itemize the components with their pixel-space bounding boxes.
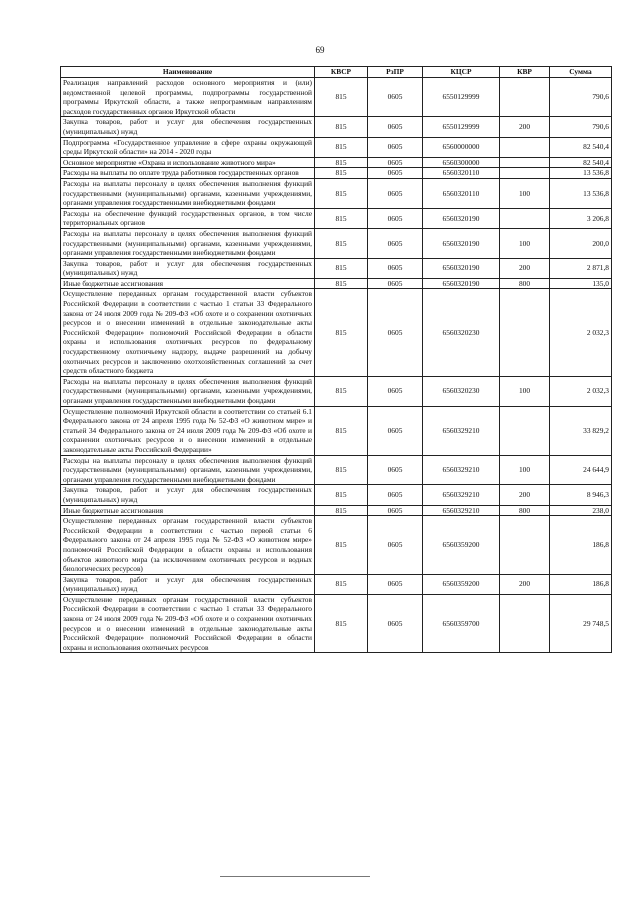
row-name: Расходы на выплаты персоналу в целях обеспечения выполнения функций государственными (муниципальными) органами, казенными учреждениями, органами управления государственными внебюджетными фондами xyxy=(61,376,315,406)
row-kcsr: 6560359700 xyxy=(423,594,500,653)
row-rzpr: 0605 xyxy=(368,228,423,258)
row-kcsr: 6560329210 xyxy=(423,485,500,505)
table-row xyxy=(61,516,612,575)
row-kvr xyxy=(500,208,550,228)
row-kvr: 800 xyxy=(500,505,550,516)
row-name: Расходы на выплаты по оплате труда работников государственных органов xyxy=(61,168,315,179)
row-sum: 790,6 xyxy=(550,78,612,117)
row-rzpr: 0605 xyxy=(368,406,423,455)
column-header-rzpr: РзПР xyxy=(368,67,423,78)
row-kvr xyxy=(500,137,550,157)
row-kvr: 100 xyxy=(500,376,550,406)
row-kvsr: 815 xyxy=(315,178,368,208)
row-kcsr: 6560329210 xyxy=(423,455,500,485)
row-kvsr: 815 xyxy=(315,78,368,117)
row-sum: 2 032,3 xyxy=(550,376,612,406)
row-kvsr: 815 xyxy=(315,208,368,228)
table-header-row xyxy=(61,67,612,78)
row-kcsr: 6550129999 xyxy=(423,78,500,117)
column-header-name: Наименование xyxy=(61,67,315,78)
table-row xyxy=(61,406,612,455)
row-sum: 29 748,5 xyxy=(550,594,612,653)
row-rzpr: 0605 xyxy=(368,157,423,168)
row-kvr: 800 xyxy=(500,278,550,289)
table-row xyxy=(61,137,612,157)
row-rzpr: 0605 xyxy=(368,289,423,376)
row-kvr xyxy=(500,406,550,455)
row-kcsr: 6560000000 xyxy=(423,137,500,157)
row-rzpr: 0605 xyxy=(368,594,423,653)
table-row xyxy=(61,376,612,406)
row-kvsr: 815 xyxy=(315,406,368,455)
row-kcsr: 6560359200 xyxy=(423,516,500,575)
table-row xyxy=(61,117,612,137)
row-kvr xyxy=(500,78,550,117)
row-kvr: 200 xyxy=(500,117,550,137)
row-name: Осуществление полномочий Иркутской области в соответствии со статьей 6.1 Федерального закона от 24 апреля 1995 года № 52-ФЗ «О животном мире» и статьей 34 Федерального закона от 24 июля 2009 года № 209-ФЗ «Об охоте и сохранении охотничьих ресурсов и о внесении изменений в отдельные законодательные акты Российской Федерации» xyxy=(61,406,315,455)
row-name: Подпрограмма «Государственное управление в сфере охраны окружающей среды Иркутской области» на 2014 - 2020 годы xyxy=(61,137,315,157)
row-kvsr: 815 xyxy=(315,505,368,516)
row-name: Закупка товаров, работ и услуг для обеспечения государственных (муниципальных) нужд xyxy=(61,258,315,278)
budget-table xyxy=(60,66,612,653)
column-header-kcsr: КЦСР xyxy=(423,67,500,78)
row-name: Осуществление переданных органам государственной власти субъектов Российской Федерации в соответствии с частью 1 статьи 33 Федерального закона от 24 июля 2009 года № 209-ФЗ «Об охоте и о сохранении охотничьих ресурсов и о внесении изменений в отдельные законодательные акты Российской Федерации» полномочий Российской Федерации в области охраны и использования охотничьих ресурсов по федеральному государственному охотничьему надзору, выдаче разрешений на добычу охотничьих ресурсов и заключению охотхозяйственных соглашений за счет средств областного бюджета xyxy=(61,289,315,376)
row-sum: 3 206,8 xyxy=(550,208,612,228)
table-row xyxy=(61,289,612,376)
row-name: Иные бюджетные ассигнования xyxy=(61,278,315,289)
row-sum: 82 540,4 xyxy=(550,137,612,157)
row-kvr: 200 xyxy=(500,258,550,278)
table-row xyxy=(61,78,612,117)
row-rzpr: 0605 xyxy=(368,516,423,575)
row-sum: 82 540,4 xyxy=(550,157,612,168)
row-kcsr: 6560359200 xyxy=(423,574,500,594)
row-rzpr: 0605 xyxy=(368,78,423,117)
row-kvsr: 815 xyxy=(315,485,368,505)
row-kvsr: 815 xyxy=(315,117,368,137)
row-kvr: 100 xyxy=(500,228,550,258)
row-kcsr: 6560320230 xyxy=(423,376,500,406)
row-kvr: 100 xyxy=(500,455,550,485)
row-kvsr: 815 xyxy=(315,289,368,376)
row-rzpr: 0605 xyxy=(368,376,423,406)
row-kcsr: 6560320230 xyxy=(423,289,500,376)
row-kvr: 200 xyxy=(500,485,550,505)
row-kvr xyxy=(500,168,550,179)
row-kvr: 100 xyxy=(500,178,550,208)
row-kcsr: 6560320190 xyxy=(423,258,500,278)
row-kvsr: 815 xyxy=(315,137,368,157)
row-rzpr: 0605 xyxy=(368,208,423,228)
row-sum: 790,6 xyxy=(550,117,612,137)
row-kcsr: 6560320190 xyxy=(423,278,500,289)
table-row xyxy=(61,278,612,289)
row-kcsr: 6560329210 xyxy=(423,505,500,516)
row-name: Закупка товаров, работ и услуг для обеспечения государственных (муниципальных) нужд xyxy=(61,574,315,594)
row-kvr xyxy=(500,594,550,653)
row-kvsr: 815 xyxy=(315,594,368,653)
row-name: Реализация направлений расходов основного мероприятия и (или) ведомственной целевой программы, подпрограммы государственной программы Иркутской области, а также непрограммным направлениям расходов государственных органов Иркутской области xyxy=(61,78,315,117)
row-kcsr: 6560320110 xyxy=(423,178,500,208)
row-kcsr: 6550129999 xyxy=(423,117,500,137)
row-rzpr: 0605 xyxy=(368,505,423,516)
row-rzpr: 0605 xyxy=(368,455,423,485)
table-row xyxy=(61,455,612,485)
row-rzpr: 0605 xyxy=(368,168,423,179)
row-kvsr: 815 xyxy=(315,258,368,278)
row-name: Закупка товаров, работ и услуг для обеспечения государственных (муниципальных) нужд xyxy=(61,117,315,137)
row-kcsr: 6560320190 xyxy=(423,208,500,228)
row-name: Расходы на выплаты персоналу в целях обеспечения выполнения функций государственными (муниципальными) органами, казенными учреждениями, органами управления государственными внебюджетными фондами xyxy=(61,178,315,208)
row-sum: 8 946,3 xyxy=(550,485,612,505)
row-kvsr: 815 xyxy=(315,376,368,406)
row-kvsr: 815 xyxy=(315,516,368,575)
table-row xyxy=(61,178,612,208)
row-kvsr: 815 xyxy=(315,168,368,179)
row-rzpr: 0605 xyxy=(368,485,423,505)
row-name: Расходы на обеспечение функций государственных органов, в том числе территориальных органов xyxy=(61,208,315,228)
table-row xyxy=(61,258,612,278)
table-row xyxy=(61,157,612,168)
column-header-sum: Сумма xyxy=(550,67,612,78)
table-row xyxy=(61,168,612,179)
row-sum: 186,8 xyxy=(550,516,612,575)
row-kvr: 200 xyxy=(500,574,550,594)
row-rzpr: 0605 xyxy=(368,178,423,208)
row-sum: 186,8 xyxy=(550,574,612,594)
table-row xyxy=(61,485,612,505)
row-sum: 135,0 xyxy=(550,278,612,289)
row-kvsr: 815 xyxy=(315,455,368,485)
row-rzpr: 0605 xyxy=(368,278,423,289)
row-kvsr: 815 xyxy=(315,574,368,594)
row-name: Расходы на выплаты персоналу в целях обеспечения выполнения функций государственными (муниципальными) органами, казенными учреждениями, органами управления государственными внебюджетными фондами xyxy=(61,228,315,258)
row-kvr xyxy=(500,516,550,575)
row-kvsr: 815 xyxy=(315,228,368,258)
row-sum: 2 871,8 xyxy=(550,258,612,278)
row-name: Осуществление переданных органам государственной власти субъектов Российской Федерации в соответствии с частью первой статьи 6 Федерального закона от 24 апреля 1995 года № 52-ФЗ «О животном мире» полномочий Российской Федерации в области охраны и использования объектов животного мира (за исключением охотничьих ресурсов и водных биологических ресурсов) xyxy=(61,516,315,575)
row-rzpr: 0605 xyxy=(368,137,423,157)
page-number: 69 xyxy=(315,45,325,55)
row-name: Расходы на выплаты персоналу в целях обеспечения выполнения функций государственными (муниципальными) органами, казенными учреждениями, органами управления государственными внебюджетными фондами xyxy=(61,455,315,485)
row-sum: 24 644,9 xyxy=(550,455,612,485)
table-row xyxy=(61,594,612,653)
row-kvsr: 815 xyxy=(315,278,368,289)
row-name: Закупка товаров, работ и услуг для обеспечения государственных (муниципальных) нужд xyxy=(61,485,315,505)
row-sum: 2 032,3 xyxy=(550,289,612,376)
row-rzpr: 0605 xyxy=(368,258,423,278)
row-kvsr: 815 xyxy=(315,157,368,168)
row-sum: 33 829,2 xyxy=(550,406,612,455)
table-row xyxy=(61,228,612,258)
row-rzpr: 0605 xyxy=(368,574,423,594)
row-name: Иные бюджетные ассигнования xyxy=(61,505,315,516)
table-row xyxy=(61,208,612,228)
row-sum: 13 536,8 xyxy=(550,168,612,179)
row-kcsr: 6560300000 xyxy=(423,157,500,168)
row-kvr xyxy=(500,157,550,168)
scan-mark-line xyxy=(220,876,370,877)
column-header-kvsr: КВСР xyxy=(315,67,368,78)
row-rzpr: 0605 xyxy=(368,117,423,137)
row-sum: 13 536,8 xyxy=(550,178,612,208)
row-kcsr: 6560320110 xyxy=(423,168,500,179)
row-kcsr: 6560320190 xyxy=(423,228,500,258)
column-header-kvr: КВР xyxy=(500,67,550,78)
table-row xyxy=(61,574,612,594)
row-kcsr: 6560329210 xyxy=(423,406,500,455)
row-name: Основное мероприятие «Охрана и использование животного мира» xyxy=(61,157,315,168)
table-row xyxy=(61,505,612,516)
row-kvr xyxy=(500,289,550,376)
row-name: Осуществление переданных органам государственной власти субъектов Российской Федерации в соответствии с частью 1 статьи 33 Федерального закона от 24 июля 2009 года № 209-ФЗ «Об охоте и о сохранении охотничьих ресурсов и о внесении изменений в отдельные законодательные акты Российской Федерации» полномочий Российской Федерации в области охраны и использования охотничьих ресурсов xyxy=(61,594,315,653)
row-sum: 238,0 xyxy=(550,505,612,516)
row-sum: 200,0 xyxy=(550,228,612,258)
